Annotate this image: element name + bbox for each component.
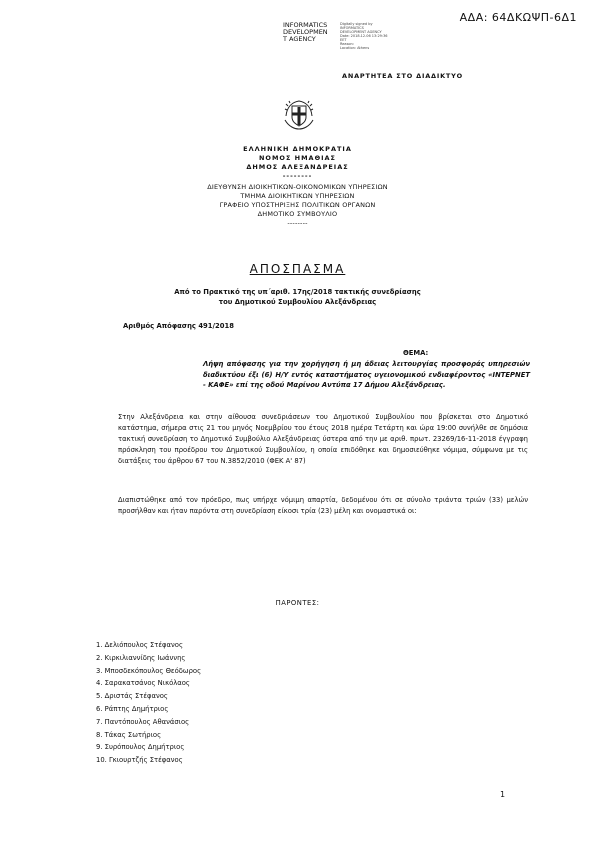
subject-label: ΘΕΜΑ: bbox=[403, 349, 429, 357]
ada-code: ΑΔΑ: 64ΔΚΩΨΠ-6Δ1 bbox=[459, 11, 577, 24]
country-line: ΕΛΛΗΝΙΚΗ ΔΗΜΟΚΡΑΤΙΑ bbox=[243, 145, 352, 153]
minutes-line-2: του Δημοτικού Συμβουλίου Αλεξάνδρειας bbox=[218, 297, 377, 306]
paragraph-quorum: Διαπιστώθηκε από τον πρόεδρο, πως υπήρχε νόμιμη απαρτία, δεδομένου ότι σε σύνολο τριάντα τριών (33) μελών προσήλθαν και ήταν παρόντα στη συνεδρίαση είκοσι τρία (23) μέλη και ονομαστικά οι: bbox=[118, 496, 528, 515]
separator-1: -------- bbox=[282, 172, 313, 180]
office-line: ΓΡΑΦΕΙΟ ΥΠΟΣΤΗΡΙΞΗΣ ΠΟΛΙΤΙΚΩΝ ΟΡΓΑΝΩΝ bbox=[219, 201, 376, 209]
greek-emblem-icon bbox=[281, 96, 317, 132]
decision-number: Αριθμός Απόφασης 491/2018 bbox=[123, 322, 234, 330]
directorate-line: ΔΙΕΥΘΥΝΣΗ ΔΙΟΙΚΗΤΙΚΩΝ-ΟΙΚΟΝΟΜΙΚΩΝ ΥΠΗΡΕΣΙΩΝ bbox=[207, 183, 388, 191]
present-label: ΠΑΡΟΝΤΕΣ: bbox=[275, 599, 320, 607]
list-item: 8. Τάκας Σωτήριος bbox=[96, 730, 162, 739]
members-list bbox=[96, 639, 201, 767]
list-item: 10. Γκιουρτζής Στέφανος bbox=[96, 756, 183, 765]
list-item: 3. Μποσδεκόπουλος Θεόδωρος bbox=[96, 666, 202, 675]
page-number: 1 bbox=[500, 790, 506, 799]
list-item: 4. Σαρακατσάνος Νικόλαος bbox=[96, 679, 190, 688]
minutes-reference bbox=[0, 288, 595, 307]
list-item: 7. Παντόπουλος Αθανάσιος bbox=[96, 717, 190, 726]
department-block bbox=[0, 183, 595, 228]
subject-text: Λήψη απόφασης για την χορήγηση ή μη άδειας λειτουργίας προσφοράς υπηρεσιών διαδικτύου έξι (6) Η/Υ εντός καταστήματος υγειονομικού ενδιαφέροντος «ΙΝΤΕΡΝΕΤ - ΚΑΦΕ» επί της οδού Μαρίνου Αντύπα 17 Δήμου Αλεξάνδρειας. bbox=[203, 360, 530, 389]
list-item: 6. Ράπτης Δημήτριος bbox=[96, 704, 169, 713]
document-title: ΑΠΟΣΠΑΣΜΑ bbox=[249, 262, 346, 276]
list-item: 5. Δριστάς Στέφανος bbox=[96, 692, 168, 701]
council-line: ΔΗΜΟΤΙΚΟ ΣΥΜΒΟΥΛΙΟ bbox=[257, 210, 338, 218]
agency-name: INFORMATICS DEVELOPMEN T AGENCY bbox=[283, 21, 328, 43]
list-item: 2. Κιρκιλιαννίδης Ιωάννης bbox=[96, 653, 186, 662]
posting-notice: ΑΝΑΡΤΗΤΕΑ ΣΤΟ ΔΙΑΔΙΚΤΥΟ bbox=[342, 72, 464, 80]
prefecture-line: ΝΟΜΟΣ ΗΜΑΘΙΑΣ bbox=[258, 154, 337, 162]
separator-2: -------- bbox=[287, 219, 308, 227]
paragraph-meeting: Στην Αλεξάνδρεια και στην αίθουσα συνεδριάσεων του Δημοτικού Συμβουλίου που βρίσκεται στο Δημοτικό κατάστημα, σήμερα στις 21 του μηνός Νοεμβρίου του έτους 2018 ημέρα Τετάρτη και ώρα 19:00 συνήλθε σε δημόσια τακτική συνεδρίαση το Δημοτικό Συμβούλιο Αλεξάνδρειας ύστερα από την με αριθ. πρωτ. 23269/16-11-2018 έγγραφη πρόσκληση του προέδρου του Δημοτικού Συμβουλίου, η οποία επιδόθηκε και δημοσιεύθηκε νόμιμα, σύμφωνα με τις διατάξεις του άρθρου 67 του Ν.3852/2010 (ΦΕΚ Α' 87) bbox=[118, 413, 528, 465]
list-item: 9. Συρόπουλος Δημήτριος bbox=[96, 743, 185, 752]
minutes-line-1: Από το Πρακτικό της υπ΄αριθ. 17ης/2018 τακτικής συνεδρίασης bbox=[174, 288, 421, 296]
municipality-line: ΔΗΜΟΣ ΑΛΕΞΑΝΔΡΕΙΑΣ bbox=[246, 163, 349, 171]
section-line: ΤΜΗΜΑ ΔΙΟΙΚΗΤΙΚΩΝ ΥΠΗΡΕΣΙΩΝ bbox=[240, 192, 355, 200]
authority-block bbox=[0, 145, 595, 181]
signature-note: Digitally signed by INFORMATICS DEVELOPMENT AGENCY Date: 2018.12.06 13:29:36 EET Reason: Location: Athens bbox=[340, 22, 388, 50]
list-item: 1. Δελιόπουλος Στέφανος bbox=[96, 641, 183, 649]
